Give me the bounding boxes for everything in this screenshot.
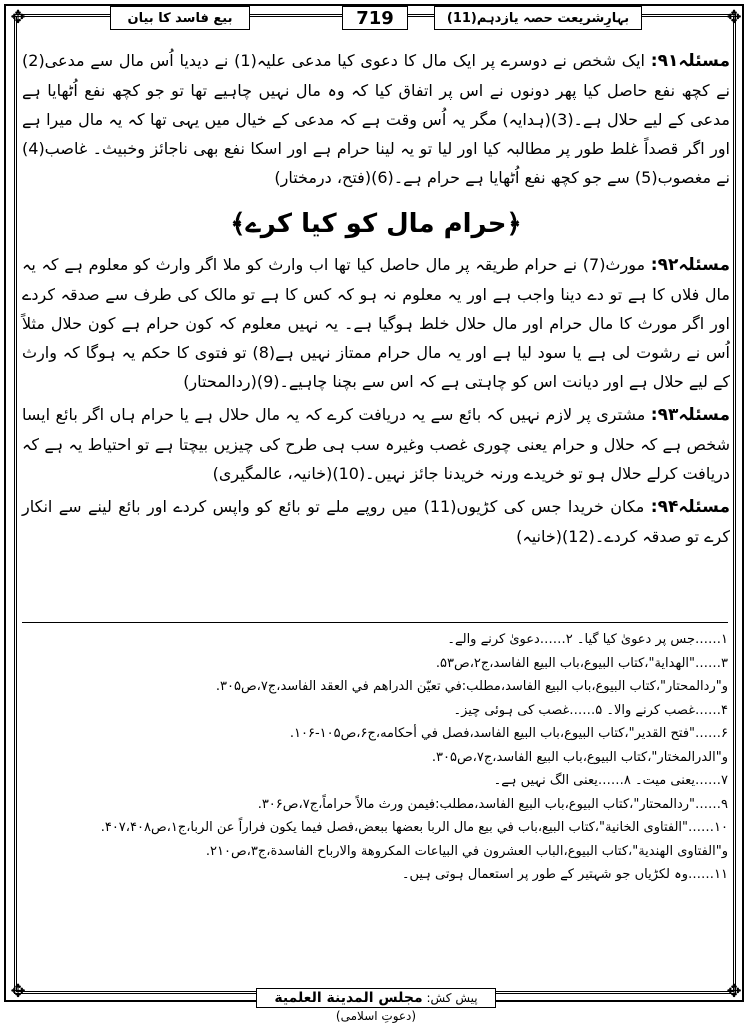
- main-content: [22, 46, 730, 555]
- masala-93: [22, 400, 730, 488]
- corner-ornament-icon: ✥: [726, 7, 742, 28]
- footnote-line: و"الدرالمختار"،كتاب البيوع،باب البيع الفاسد،ج۷،ص۳۰۵.: [431, 749, 728, 765]
- masala-text: مکان خریدا جس کی کڑیوں(11) میں روپے ملے تو بائع کو واپس کردے اور بائع لینے سے انکار کرے تو صدقہ کردے۔(12)(خانیہ): [22, 497, 730, 546]
- corner-ornament-icon: ✥: [10, 981, 26, 1002]
- footnote-line: و"الفتاوى الهندية"،كتاب البيوع،الباب العشرون في البياعات المكروهة والارباح الفاسدة،ج۳،ص۲۱۰.: [205, 843, 728, 859]
- chapter-title: بیع فاسد کا بیان: [110, 6, 250, 30]
- footnote-divider: [22, 622, 728, 623]
- page-number: 719: [342, 6, 408, 30]
- masala-91: [22, 46, 730, 192]
- footnote-line: ۴……غصب کرنے والا۔ ۵……غصب کی ہوئی چیز۔: [453, 702, 728, 718]
- masala-text: مورث(7) نے حرام طریقہ پر مال حاصل کیا تھا اب وارث کو ملا اگر وارث کو معلوم ہے کہ یہ مال فلاں کا ہے تو دے دینا واجب ہے اور یہ معلوم نہ ہو کہ کس کا ہے تو مالک کی طرف سے صدقہ کردے اور اگر مورث کا مال حرام اور مال حلال خلط ہوگیا ہے۔ یہ نہیں معلوم کہ کون حرام ہے کون حلال مثلاً اُس نے رشوت لی ہے یا سود لیا ہے اور یہ مال حرام ممتاز نہیں ہے(8) تو فتوی کا حکم یہ ہوگا کہ وارث کے لیے حلال ہے اور دیانت اس کو چاہتی ہے کہ اس سے بچنا چاہیے۔(9)(ردالمحتار): [22, 255, 730, 391]
- footnote-line: ۹……"ردالمحتار"،كتاب البيوع،باب البيع الفاسد،مطلب:فيمن ورث مالاً حراماً،ج۷،ص۳۰۶.: [257, 796, 728, 812]
- footnote-line: ۳……"الهداية"،كتاب البيوع،باب البيع الفاسد،ج۲،ص۵۳.: [435, 655, 728, 671]
- footnote-line: ۱۱……وہ لکڑیاں جو شہتیر کے طور پر استعمال ہوتی ہیں۔: [401, 867, 728, 882]
- footnotes: [22, 628, 728, 887]
- footnote-line: ۱۰……"الفتاوى الخانية"،كتاب البيع،باب في بيع مال الربا بعضها ببعض،فصل فيما يكون فراراً عن الربا،ج۱،ص۴۰۷،۴۰۸.: [100, 820, 728, 835]
- masala-94: [22, 492, 730, 551]
- footer-suffix: (دعوتِ اسلامی): [335, 1009, 417, 1023]
- footnote-line: ۷……یعنی میت۔ ۸……یعنی الگ نہیں ہے۔: [493, 773, 728, 788]
- footnote-line: ۶……"فتح القدير"،كتاب البيوع،باب البيع الفاسد،فصل في أحكامه،ج۶،ص۱۰۵-۱۰۶.: [289, 726, 728, 741]
- page-header: [110, 6, 642, 32]
- footnote-line: ۱……جس پر دعویٰ کیا گیا۔ ۲……دعویٰ کرنے والے۔: [447, 632, 728, 647]
- corner-ornament-icon: ✥: [10, 7, 26, 28]
- footnote-line: و"ردالمحتار"،كتاب البيوع،باب البيع الفاسد،مطلب:في تعيّن الدراهم في العقد الفاسد،ج۷،ص۳۰۵.: [215, 679, 728, 694]
- masala-text: ایک شخص نے دوسرے پر ایک مال کا دعوی کیا مدعی علیہ(1) نے دیدیا اُس مال سے مدعی(2) نے کچھ نفع حاصل کیا پھر دونوں نے اس پر اتفاق کیا کہ وہ مال نہیں چاہیے تھا تو جو کچھ نفع اُٹھایا ہے مدعی کے لیے حلال ہے۔(3)(ہدایہ) مگر یہ اُس وقت ہے کہ مدعی کے خیال میں یہی تھا کہ یہ مال میرا ہے اور اگر قصداً غلط طور پر مطالبہ کیا اور لیا تو یہ لینا حرام ہے اور اسکا نفع بھی ناجائز وخبیث۔ غاصب(4) نے مغصوب(5) سے جو کچھ نفع اُٹھایا ہے حرام ہے۔(6)(فتح، درمختار): [22, 51, 730, 187]
- page-footer: [256, 988, 496, 1023]
- section-heading: ﴿حرام مال کو کیا کرے﴾: [230, 209, 522, 239]
- book-title: بہارِشریعت حصہ یازدہم(11): [434, 6, 642, 30]
- masala-92: [22, 250, 730, 396]
- masala-label: مسئلہ۹۱:: [650, 51, 730, 71]
- masala-label: مسئلہ۹۲:: [650, 255, 730, 275]
- masala-text: مشتری پر لازم نہیں کہ بائع سے یہ دریافت کرے کہ یہ مال حلال ہے یا حرام ہاں اگر بائع ایسا شخص ہے کہ حلال و حرام یعنی چوری غصب وغیرہ سب ہی طرح کی چیزیں بیچتا ہے تو احتیاط یہ ہے کہ دریافت کرلے حلال ہو تو خریدے ورنہ خریدنا جائز نہیں۔(10)(خانیہ، عالمگیری): [22, 405, 730, 483]
- masala-label: مسئلہ۹۴:: [650, 497, 731, 517]
- footer-publisher: مجلس المدينة العلمية: [274, 990, 423, 1006]
- masala-label: مسئلہ۹۳:: [650, 405, 730, 425]
- corner-ornament-icon: ✥: [726, 981, 742, 1002]
- footer-prefix: پیش کش:: [426, 991, 478, 1005]
